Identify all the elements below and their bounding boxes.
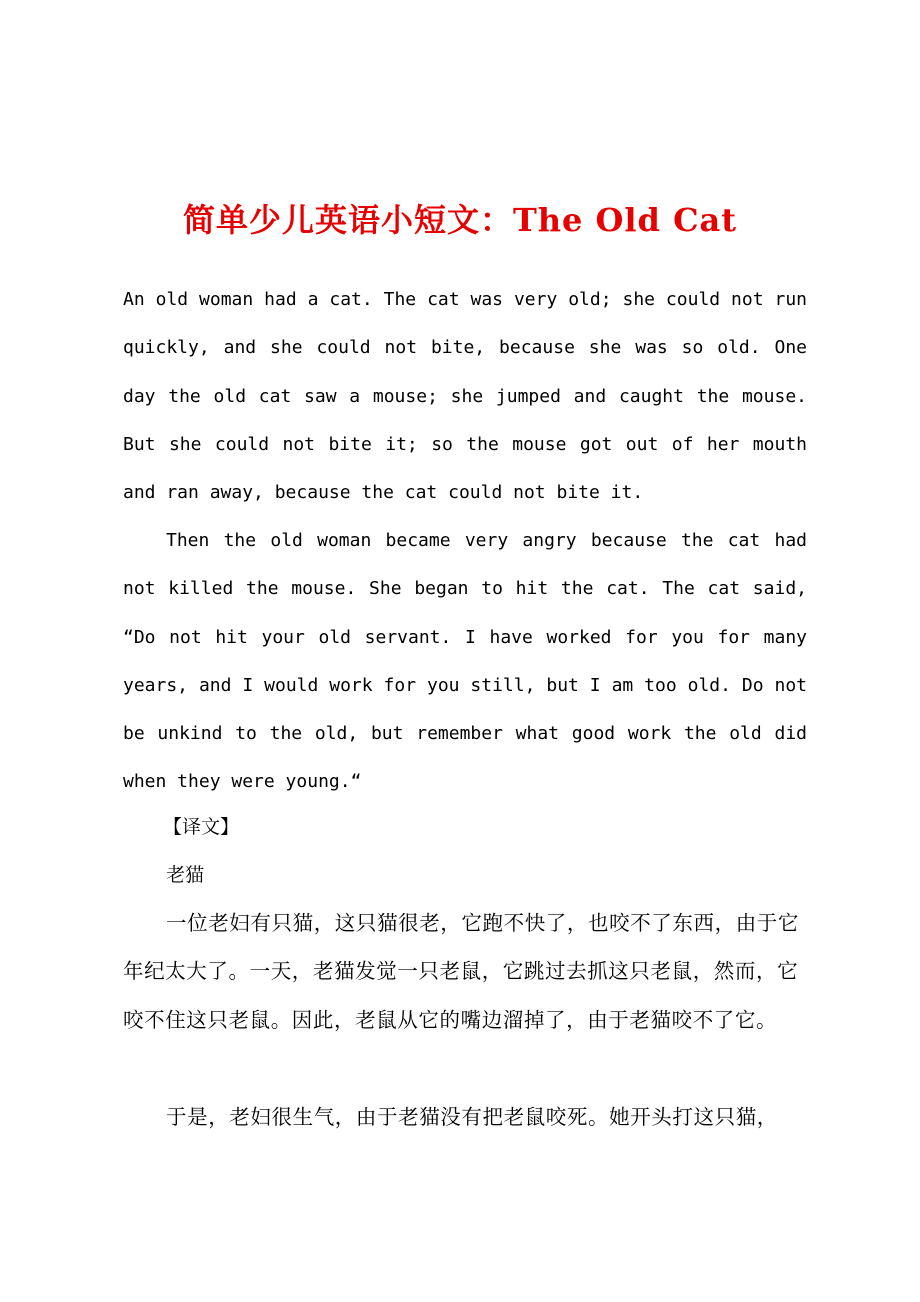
chinese-paragraph-2: 于是，老妇很生气，由于老猫没有把老鼠咬死。她开头打这只猫， <box>166 1105 778 1129</box>
chinese-paragraph-1: 一位老妇有只猫，这只猫很老，它跑不快了，也咬不了东西，由于它年纪太大了。一天，老猫发觉一只老鼠，它跳过去抓这只老鼠，然而，它咬不住这只老鼠。因此，老鼠从它的嘴边溜掉了，由于老猫咬不了它。 <box>123 911 799 1032</box>
translation-title: 老猫 <box>166 864 205 886</box>
translation-label: 【译文】 <box>163 816 240 838</box>
document-title: 简单少儿英语小短文：The Old Cat <box>182 201 738 239</box>
english-paragraph-2: Then the old woman became very angry because the cat had not killed the mouse. She began to hit the cat. The cat said, “Do not hit your old servant. I have worked for you for many years, and I would work for you still, but I am too old. Do not be unkind to the old, but remember what good work the old did when they were young.“ <box>123 530 807 793</box>
english-paragraph-1: An old woman had a cat. The cat was very old; she could not run quickly, and she could not bite, because she was so old. One day the old cat saw a mouse; she jumped and caught the mouse. But she could not bite it; so the mouse got out of her mouth and ran away, because the cat could not bite it. <box>123 289 807 504</box>
